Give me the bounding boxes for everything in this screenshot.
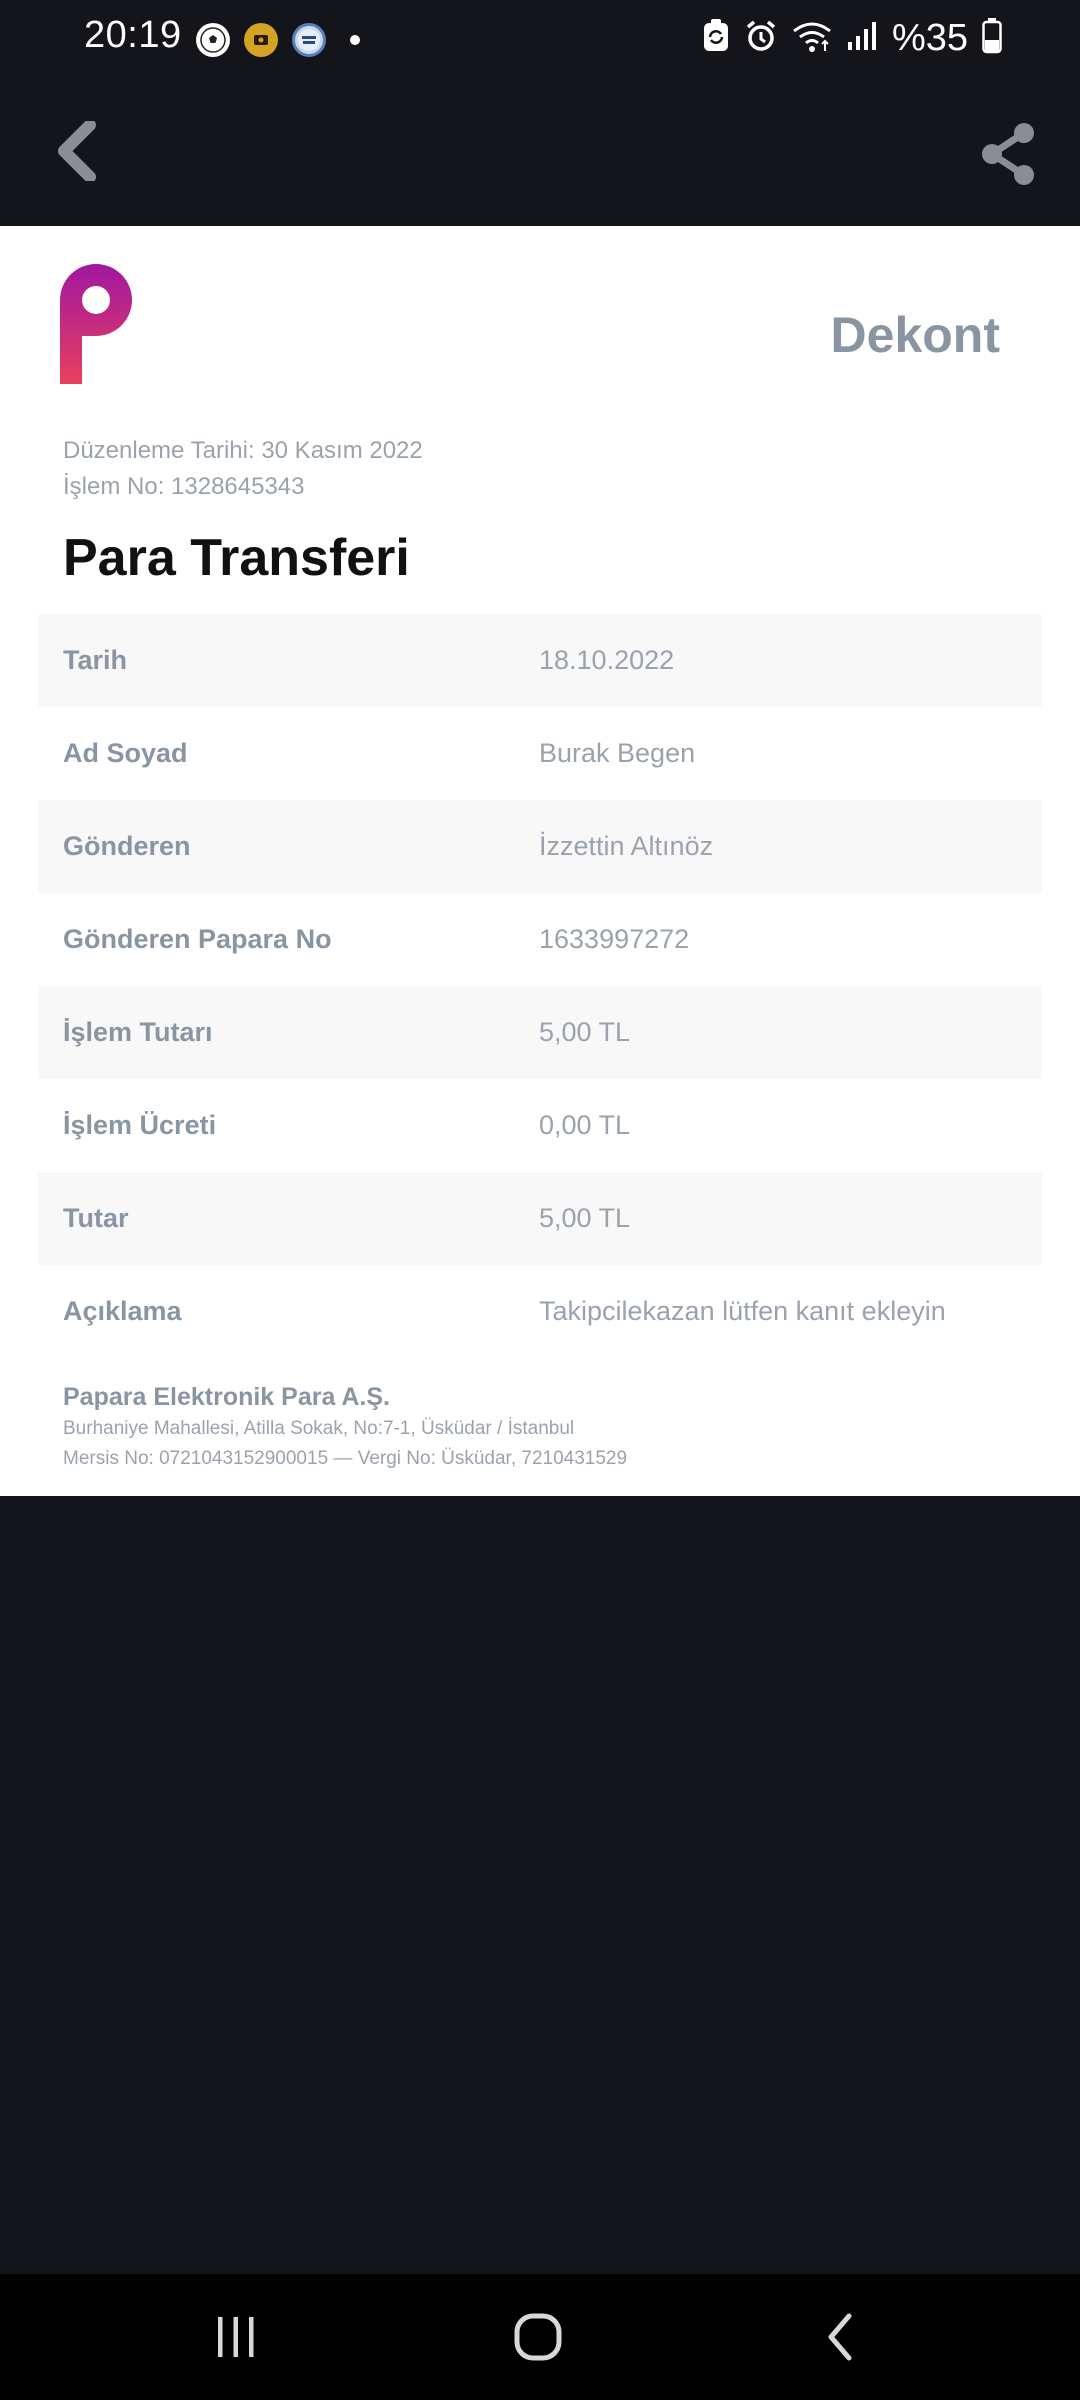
receipt-title: Dekont (830, 307, 1000, 363)
system-back-button[interactable] (800, 2304, 880, 2370)
detail-label: İşlem Ücreti (63, 1110, 217, 1140)
detail-value: 0,00 TL (539, 1110, 631, 1140)
detail-value: 5,00 TL (539, 1203, 631, 1233)
detail-value: 5,00 TL (539, 1017, 631, 1047)
detail-value: İzzettin Altınöz (539, 831, 714, 861)
status-time: 20:19 (84, 14, 182, 56)
recent-apps-icon (214, 2315, 258, 2359)
app-header (0, 78, 1080, 226)
notification-dot-icon (350, 35, 360, 45)
details-table (38, 614, 1042, 1358)
status-bar (0, 0, 1080, 78)
papara-logo (60, 264, 136, 384)
transaction-number: İşlem No: 1328645343 (63, 473, 305, 500)
detail-value: Takipcilekazan lütfen kanıt ekleyin (539, 1296, 946, 1326)
chevron-left-icon (52, 121, 98, 181)
signal-icon (846, 20, 878, 57)
detail-row-name (38, 707, 1042, 800)
section-title: Para Transferi (63, 529, 410, 587)
receipt-meta (63, 433, 423, 505)
detail-value: Burak Begen (539, 738, 696, 768)
detail-label: Tarih (63, 645, 128, 675)
status-system-icons (702, 16, 1002, 60)
detail-row-sender-number (38, 893, 1042, 986)
parabol-app-icon (292, 23, 326, 57)
soccer-ball-icon (196, 23, 230, 57)
detail-label: Gönderen Papara No (63, 924, 332, 954)
company-name: Papara Elektronik Para A.Ş. (63, 1383, 391, 1411)
detail-label: Açıklama (63, 1296, 182, 1326)
recent-apps-button[interactable] (196, 2304, 276, 2370)
home-icon (513, 2312, 563, 2362)
battery-percentage: %35 (891, 16, 968, 59)
detail-row-fee (38, 1079, 1042, 1172)
amber-app-icon (244, 23, 278, 57)
detail-row-description (38, 1265, 1042, 1358)
alarm-icon (744, 19, 778, 58)
share-button[interactable] (970, 116, 1046, 192)
issue-date: Düzenleme Tarihi: 30 Kasım 2022 (63, 437, 423, 464)
back-button[interactable] (40, 116, 110, 186)
detail-label: İşlem Tutarı (63, 1017, 213, 1047)
company-address: Burhaniye Mahallesi, Atilla Sokak, No:7-1, Üsküdar / İstanbul (63, 1418, 575, 1439)
wifi-icon (792, 19, 832, 58)
company-registry: Mersis No: 0721043152900015 — Vergi No: Üsküdar, 7210431529 (63, 1448, 628, 1469)
detail-row-date (38, 614, 1042, 707)
sync-icon (702, 19, 730, 58)
battery-icon (982, 18, 1002, 59)
detail-value: 18.10.2022 (539, 645, 675, 675)
detail-row-sender (38, 800, 1042, 893)
detail-label: Tutar (63, 1203, 129, 1233)
detail-row-total (38, 1172, 1042, 1265)
detail-label: Ad Soyad (63, 738, 188, 768)
company-footer (63, 1380, 627, 1474)
navigation-bar (0, 2274, 1080, 2400)
share-icon (976, 121, 1040, 187)
status-notification-icons (196, 20, 360, 60)
home-button[interactable] (498, 2304, 578, 2370)
back-icon (823, 2312, 857, 2362)
receipt-card (0, 226, 1080, 1496)
detail-value: 1633997272 (539, 924, 690, 954)
detail-label: Gönderen (63, 831, 191, 861)
detail-row-amount (38, 986, 1042, 1079)
